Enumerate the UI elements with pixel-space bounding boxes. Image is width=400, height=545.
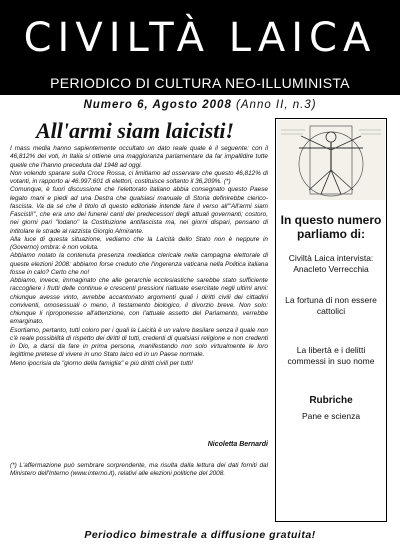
masthead-title: CIVILTÀ LAICA [23,15,377,61]
article-paragraph: Abbiamo notato la contenuta presenza mediatica clericale nella campagna elettorale di queste elezioni 2008: abbiamo forse creduto che l'ingerenza vaticana nella Politica italiana fosse in calo? Certo che no! [10,252,268,276]
contents-title: In questo numero parliamo di: [280,213,382,241]
article-footnote: (*) L'affermazione può sembrare sorprendente, ma risulta dalla lettura dei dati forniti dal Ministero dell'Interno (www.interno.it), relativi alle elezioni politiche del 2008. [10,462,268,478]
article-paragraph: Comunque, è fuori discussione che l'elettorato italiano abbia consegnato questo Paese legato mani e piedi ad una Destra che qualsiasi manuale di Storia definirebbe clerico-fascista. Va da sé che il titolo di questo editoriale intende fare il verso all'"All'armi siam Fascisti!", che era uno dei funerei canti dei predecessori degli attuali governanti; costoro, nei giorni pari "lodano" la Costituzione antifascista ma, nei giorni dispari, pensano di intitolare le strade al razzista Giorgio Almirante. [10,186,268,235]
issue-number: Numero 6, Agosto 2008 [83,99,232,111]
contents-item: Civiltà Laica intervista: Anacleto Verrecchia [288,253,374,274]
issue-year: (Anno II, n.3) [236,99,317,111]
rubriche-title: Rubriche [309,395,353,406]
article-body [10,145,268,368]
contents-box [275,118,387,522]
article-paragraph: Non volendo sparare sulla Croce Rossa, ci limitiamo ad osservare che questo 46,812% di votanti, in rapporto ai 46.997.601 di elettori, costituisce soltanto il 36,209%. (*) [10,169,268,185]
article-paragraph: Abbiamo, invece, immaginato che alle gerarchie ecclesiastiche sarebbe stato sufficiente raccogliere i frutti delle continue e crescenti pressioni riattuate esercitate negli ultimi anni: chiunque avesse vinto, avrebbe accantonato argomenti quali i diritti civili dei cittadini conviventi, omosessuali o meno, il testamento biologico, il divorzio breve. Non solo: chiunque li riproponesse all'attenzione, con l'attuale assetto del Parlamento, verrebbe emarginato. [10,277,268,326]
rubriche-item: Pane e scienza [301,411,361,421]
masthead-subtitle: PERIODICO DI CULTURA NEO-ILLUMINISTA [50,75,350,91]
article-headline: All'armi siam laicisti! [35,118,235,143]
article-paragraph: I mass media hanno sapientemente occultato un dato reale quale è il seguente: con il 46,812% dei voti, in Italia si ottiene una maggioranza parlamentare da far impallidire tutte quelle che l'hanno preceduta dal 1948 ad oggi. [10,145,268,169]
footer-note: Periodico bimestrale a diffusione gratuita! [84,529,316,541]
article-signature: Nicoletta Bernardi [207,441,268,448]
issue-line [0,98,400,112]
contents-item: La libertà e i delitti commessi in suo nome [287,345,375,366]
masthead [0,0,400,95]
article-paragraph: Esortiamo, pertanto, tutti coloro per i quali la Laicità è un valore basilare senza il quale non c'è reale possibilità di rispetto dei diritti di tutti, credenti di qualsiasi religione e non credenti in Dio, a darsi da fare in prima persona, manifestando non solo virtualmente le loro legittime pretese di vivere in uno Stato laico ed in un Paese normale. [10,326,268,359]
vitruvian-man-illustration [277,120,385,200]
contents-item: La fortuna di non essere cattolici [285,295,377,316]
article-paragraph: Alla luce di questa situazione, vediamo che la Laicità dello Stato non è neppure in (Governo) ombra: è non voluta. [10,235,268,251]
article-paragraph: Meno ipocrisia da "giorno della famiglia" e più diritti civili per tutti! [10,359,193,367]
